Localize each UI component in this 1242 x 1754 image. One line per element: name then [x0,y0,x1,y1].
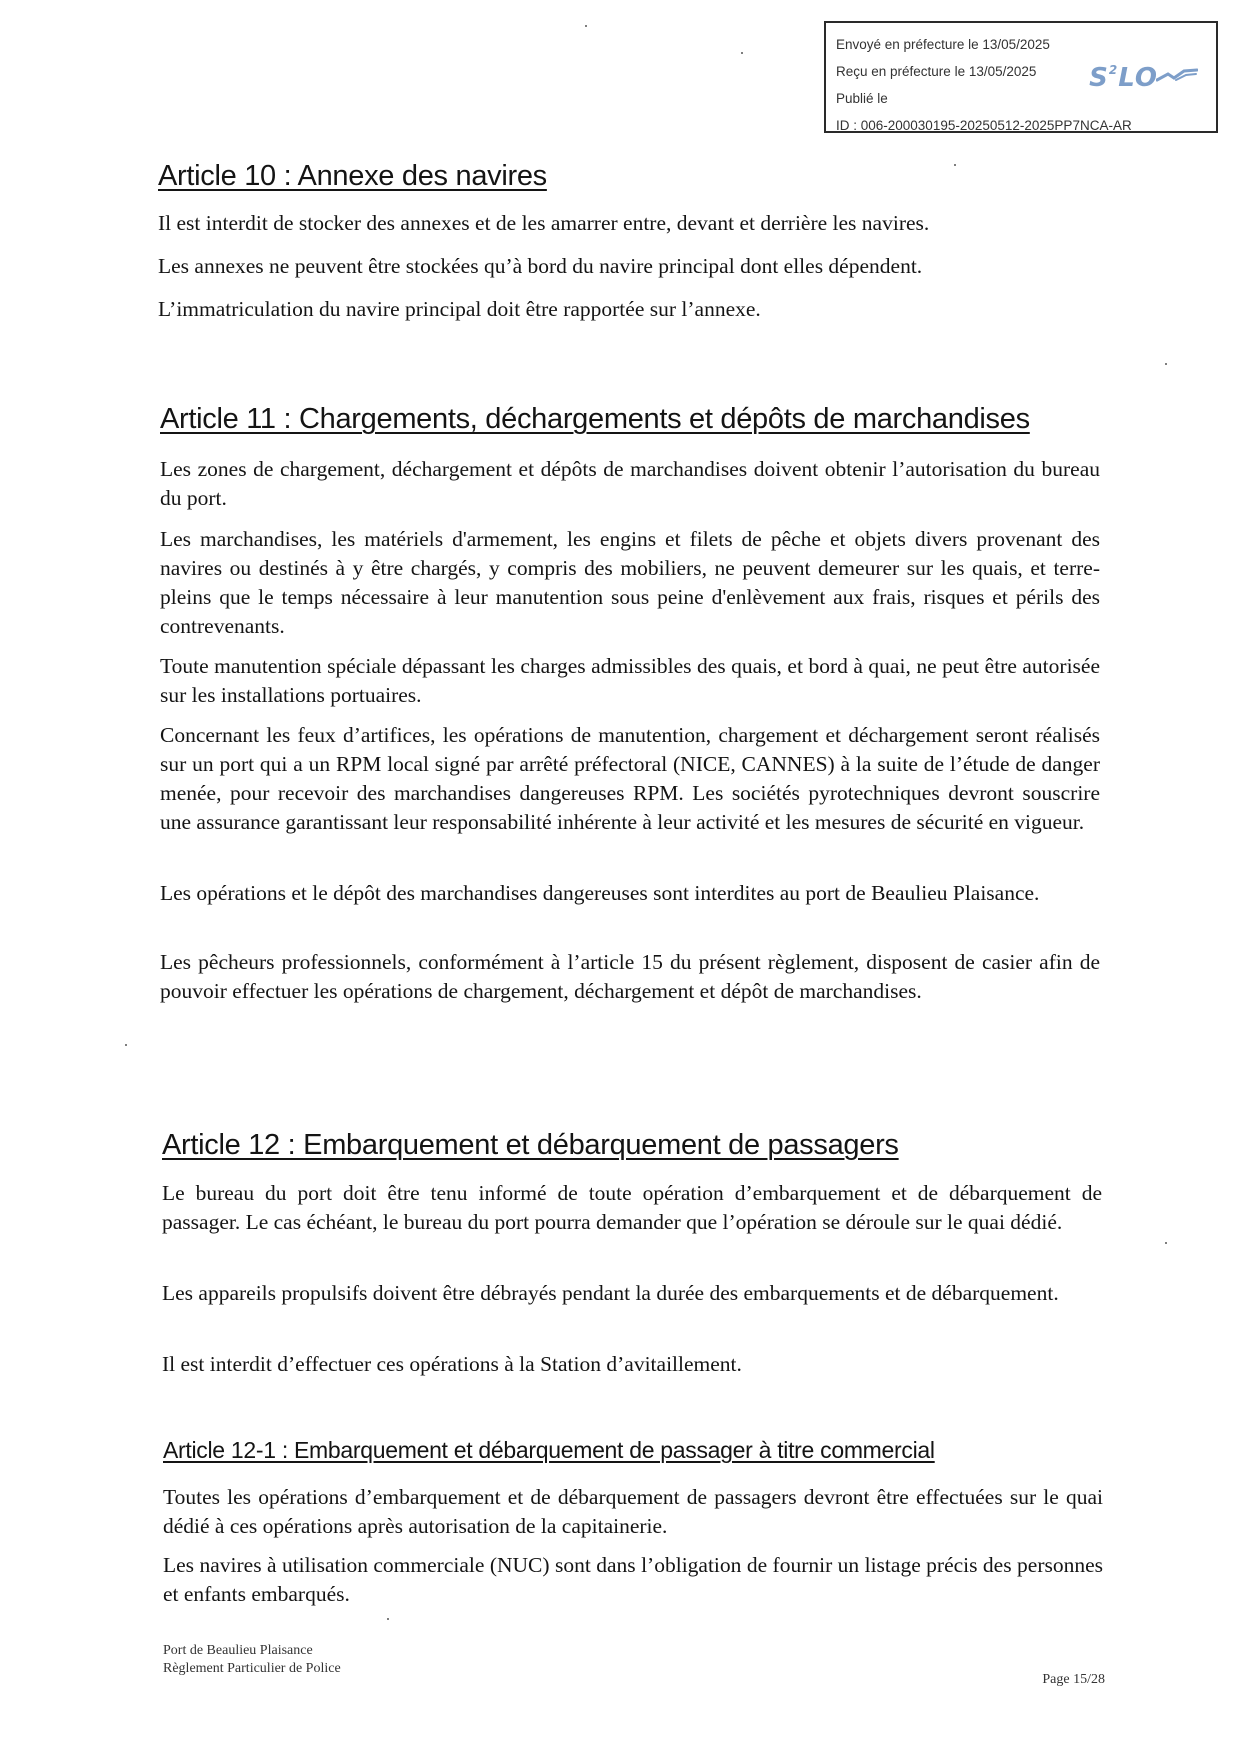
article-12-1-paragraph: Les navires à utilisation commerciale (NUC) sont dans l’obligation de fournir un listage précis des personnes et enfants embarqués. [163,1553,1103,1606]
article-12-paragraph: Le bureau du port doit être tenu informé de toute opération d’embarquement et de débarquement de passager. Le cas échéant, le bureau du port pourra demander que l’opération se déroule sur le quai dédié. [162,1181,1102,1234]
stamp-sent-date: Envoyé en préfecture le 13/05/2025 [836,37,1050,52]
prefecture-stamp [824,21,1218,133]
stamp-id: ID : 006-200030195-20250512-2025PP7NCA-AR [836,118,1132,133]
footer-document-name: Règlement Particulier de Police [163,1661,341,1676]
scan-speck [585,25,587,27]
article-10-paragraph: Il est interdit de stocker des annexes et de les amarrer entre, devant et derrière les navires. [158,211,930,235]
scan-speck [954,164,956,166]
scan-speck [741,52,743,54]
article-11-paragraph: Concernant les feux d’artifices, les opérations de manutention, chargement et déchargement seront réalisés sur un port qui a un RPM local signé par arrêté préfectoral (NICE, CANNES) à la suite de l’étude de danger menée, pour recevoir des marchandises dangereuses RPM. Les sociétés pyrotechniques devront souscrire une assurance garantissant leur responsabilité inhérente à leur activité et les mesures de sécurité en vigueur. [160,723,1100,834]
scan-speck [1165,1242,1167,1244]
article-12-title: Article 12 : Embarquement et débarquement de passagers [162,1129,899,1161]
page-number: Page 15/28 [1042,1672,1105,1687]
article-11-title: Article 11 : Chargements, déchargements et dépôts de marchandises [160,403,1030,435]
footer-port-name: Port de Beaulieu Plaisance [163,1643,313,1658]
scan-speck [1165,363,1167,365]
article-11-paragraph: Les opérations et le dépôt des marchandises dangereuses sont interdites au port de Beaulieu Plaisance. [160,881,1040,905]
article-10-paragraph: Les annexes ne peuvent être stockées qu’à bord du navire principal dont elles dépendent. [158,254,923,278]
article-12-1-paragraph: Toutes les opérations d’embarquement et de débarquement de passagers devront être effectuées sur le quai dédié à ces opérations après autorisation de la capitainerie. [163,1485,1103,1538]
s2lo-swoosh-icon [1156,68,1198,84]
article-12-1-title: Article 12-1 : Embarquement et débarquement de passager à titre commercial [163,1437,935,1463]
article-12-paragraph: Les appareils propulsifs doivent être débrayés pendant la durée des embarquements et de débarquement. [162,1281,1059,1305]
page-footer [163,1642,341,1678]
scan-speck [387,1618,389,1620]
article-11-paragraph: Toute manutention spéciale dépassant les charges admissibles des quais, et bord à quai, ne peut être autorisée sur les installations portuaires. [160,654,1100,707]
article-10-title: Article 10 : Annexe des navires [158,160,547,192]
stamp-received-date: Reçu en préfecture le 13/05/2025 [836,64,1037,79]
article-10-paragraph: L’immatriculation du navire principal doit être rapportée sur l’annexe. [158,297,761,321]
stamp-published: Publié le [836,91,888,106]
article-11-paragraph: Les zones de chargement, déchargement et dépôts de marchandises doivent obtenir l’autorisation du bureau du port. [160,457,1100,510]
scan-speck [125,1044,127,1046]
article-11-paragraph: Les marchandises, les matériels d'armement, les engins et filets de pêche et objets divers provenant des navires ou destinés à y être chargés, y compris des mobiliers, ne peuvent demeurer sur les quais, et terre-pleins que le temps nécessaire à leur manutention sous peine d'enlèvement aux frais, risques et périls des contrevenants. [160,527,1100,638]
article-11-paragraph: Les pêcheurs professionnels, conformément à l’article 15 du présent règlement, disposent de casier afin de pouvoir effectuer les opérations de chargement, déchargement et dépôt de marchandises. [160,950,1100,1003]
s2lo-logo: $S^2LO$ [1089,63,1198,93]
article-12-paragraph: Il est interdit d’effectuer ces opérations à la Station d’avitaillement. [162,1352,742,1376]
